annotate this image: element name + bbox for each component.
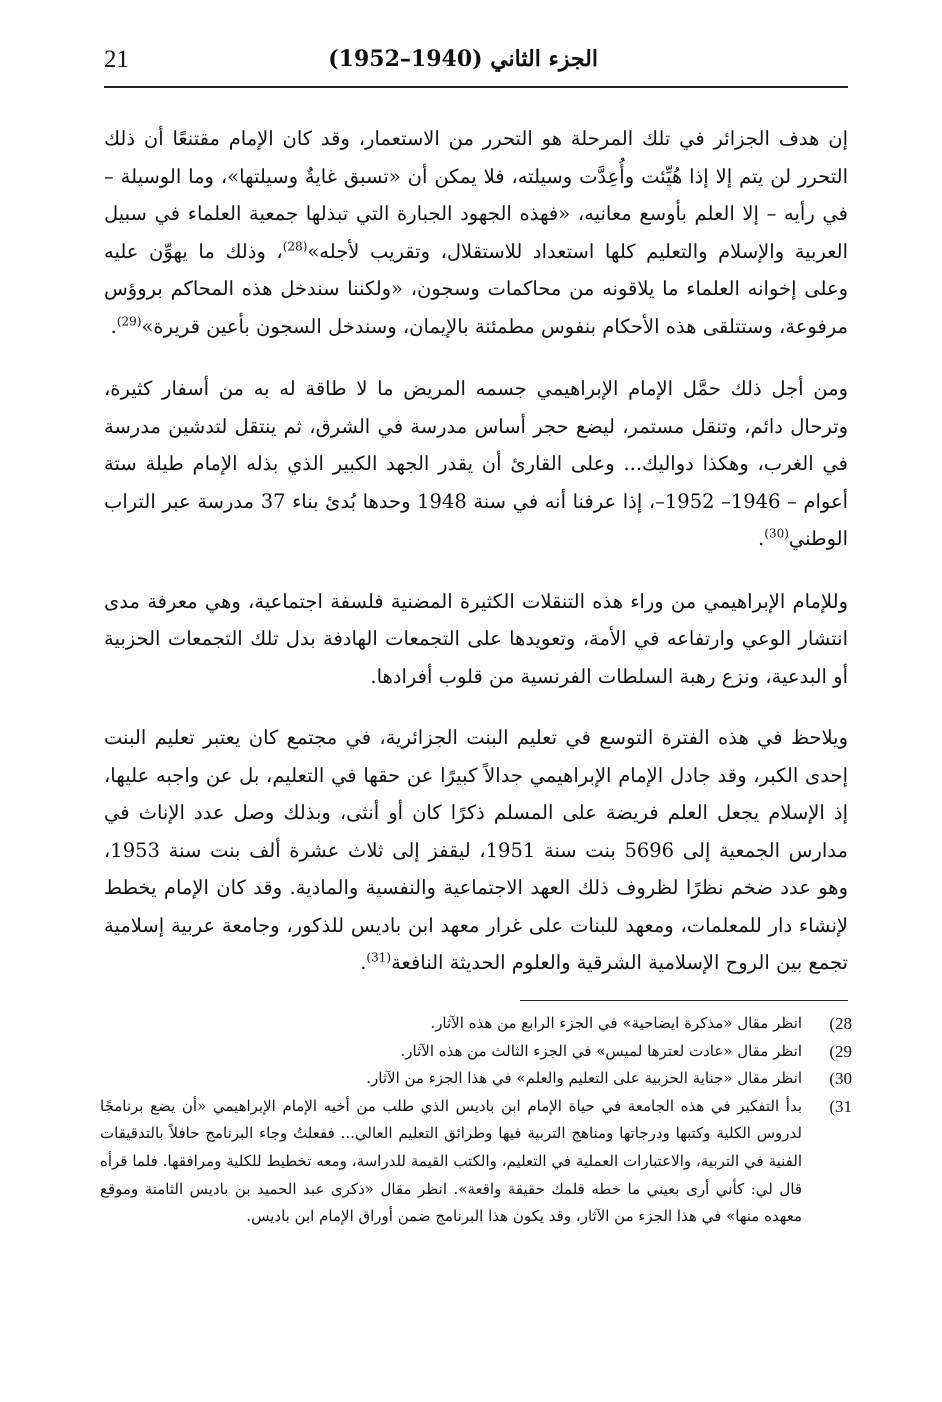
paragraph-text: . bbox=[360, 951, 367, 974]
header-rule bbox=[104, 86, 848, 88]
paragraph-text: . bbox=[110, 314, 117, 338]
footnote-item bbox=[100, 1038, 852, 1066]
footnote-item bbox=[100, 1093, 852, 1231]
paragraph-1 bbox=[104, 120, 848, 345]
footnote-number: 29) bbox=[829, 1041, 852, 1061]
footnote-text: انظر مقال «جناية الحزبية على التعليم والعلم» في هذا الجزء من الآثار. bbox=[366, 1069, 802, 1088]
footnote-rule bbox=[520, 1000, 848, 1001]
running-title: الجزء الثاني (1940–1952) bbox=[328, 46, 598, 72]
footnote-item bbox=[100, 1065, 852, 1093]
footnote-ref: (28) bbox=[282, 239, 308, 253]
paragraph-text: إن هدف الجزائر في تلك المرحلة هو التحرر من الاستعمار، وقد كان الإمام مقتنعًا أن ذلك التحرر لن يتم إلا إذا هُيِّئت وأُعِدَّت وسيلته، فلا يمكن أن «تسبق غايةٌ وسيلتها»، وما الوسيلة – في رأيه – إلا العلم بأوسع معانيه، «فهذه الجهود الجبارة التي تبذلها جمعية العلماء في سبيل العربية والإسلام والتعليم كلها استعداد للاستقلال، وتقريب لأجله» bbox=[104, 127, 848, 263]
paragraph-text: . bbox=[758, 527, 765, 550]
page-number: 21 bbox=[104, 46, 129, 73]
footnote-ref: (31) bbox=[366, 950, 392, 965]
paragraph-text: ومن أجل ذلك حمَّل الإمام الإبراهيمي جسمه المريض ما لا طاقة له به من أسفار كثيرة، وترحال دائم، وتنقل مستمر، ليضع حجر أساس مدرسة في الشرق، ثم ينتقل لتدشين مدرسة في الغرب، وهكذا دواليك... وعلى القارئ أن يقدر الجهد الكبير الذي بذله الإمام طيلة ستة أعوام – 1946– 1952–، إذا عرفنا أنه في سنة 1948 وحدها بُدئ بناء 37 مدرسة عبر التراب الوطني bbox=[104, 377, 849, 550]
footnote-number: 28) bbox=[829, 1014, 852, 1033]
footnote-ref: (30) bbox=[764, 526, 789, 541]
body-text bbox=[104, 120, 848, 982]
footnote-number: 30) bbox=[829, 1069, 852, 1089]
paragraph-2 bbox=[104, 370, 848, 558]
page-header bbox=[104, 40, 848, 90]
paragraph-3 bbox=[104, 583, 848, 696]
footnote-text: بدأ التفكير في هذه الجامعة في حياة الإمام ابن باديس الذي طلب من أخيه الإمام الإبراهيمي «أن يضع برنامجًا لدروس الكلية وكتبها ودرجاتها ومناهج التربية فيها وطرائق التعليم العالي... ففعلتُ وجاء البرنامج حافلاً بالتدقيقات الفنية في التربية، والاعتبارات العملية في التعليم، والكتب القيمة للدراسة، ومعه تخطيط للكلية ومرافقها. فلما قرأه قال لي: كأني أرى بعيني ما خطه قلمك حقيقة واقعة». انظر مقال «ذكرى عبد الحميد بن باديس الثامنة وموقع معهده منها» في هذا الجزء من الآثار، وقد يكون هذا البرنامج ضمن أوراق الإمام ابن باديس. bbox=[100, 1096, 802, 1226]
paragraph-text: ويلاحظ في هذه الفترة التوسع في تعليم البنت الجزائرية، في مجتمع كان يعتبر تعليم البنت إحدى الكبر، وقد جادل الإمام الإبراهيمي جدالاً كبيرًا عن حقها في التعليم، بل عن واجبه عليها، إذ الإسلام يجعل العلم فريضة على المسلم ذكرًا كان أو أنثى، وبذلك وصل عدد الإناث في مدارس الجمعية إلى 5696 بنت سنة 1951، ليقفز إلى ثلاث عشرة ألف بنت سنة 1953، وهو عدد ضخم نظرًا لظروف ذلك العهد الاجتماعية والنفسية والمادية. وقد كان الإمام يخطط لإنشاء دار للمعلمات، ومعهد للبنات على غرار معهد ابن باديس للذكور، وجامعة عربية إسلامية تجمع بين الروح الإسلامية الشرقية والعلوم الحديثة النافعة bbox=[104, 726, 848, 974]
footnote-text: انظر مقال «عادت لعترها لميس» في الجزء الثالث من هذه الآثار. bbox=[400, 1041, 802, 1060]
paragraph-4 bbox=[104, 719, 848, 982]
footnote-number: 31) bbox=[829, 1096, 852, 1116]
paragraph-text: ، وذلك ما يهوِّن عليه وعلى إخوانه العلماء ما يلاقونه من محاكمات وسجون، «ولكننا سندخل هذه المحاكم بروؤس مرفوعة، وستتلقى هذه الأحكام بنفوس مطمئنة بالإيمان، وسندخل السجون بأعين قريرة» bbox=[104, 239, 848, 338]
paragraph-text: وللإمام الإبراهيمي من وراء هذه التنقلات الكثيرة المضنية فلسفة اجتماعية، وهي معرفة مدى انتشار الوعي وارتفاعه في الأمة، وتعويدها على التجمعات الهادفة بدل تلك التجمعات الحزبية أو البدعية، ونزع رهبة السلطات الفرنسية من قلوب أفرادها. bbox=[104, 589, 848, 688]
footnotes bbox=[100, 1010, 852, 1231]
footnote-item bbox=[100, 1010, 852, 1038]
footnote-ref: (29) bbox=[116, 314, 142, 328]
footnote-text: انظر مقال «مذكرة ايضاحية» في الجزء الرابع من هذه الآثار. bbox=[430, 1014, 802, 1032]
